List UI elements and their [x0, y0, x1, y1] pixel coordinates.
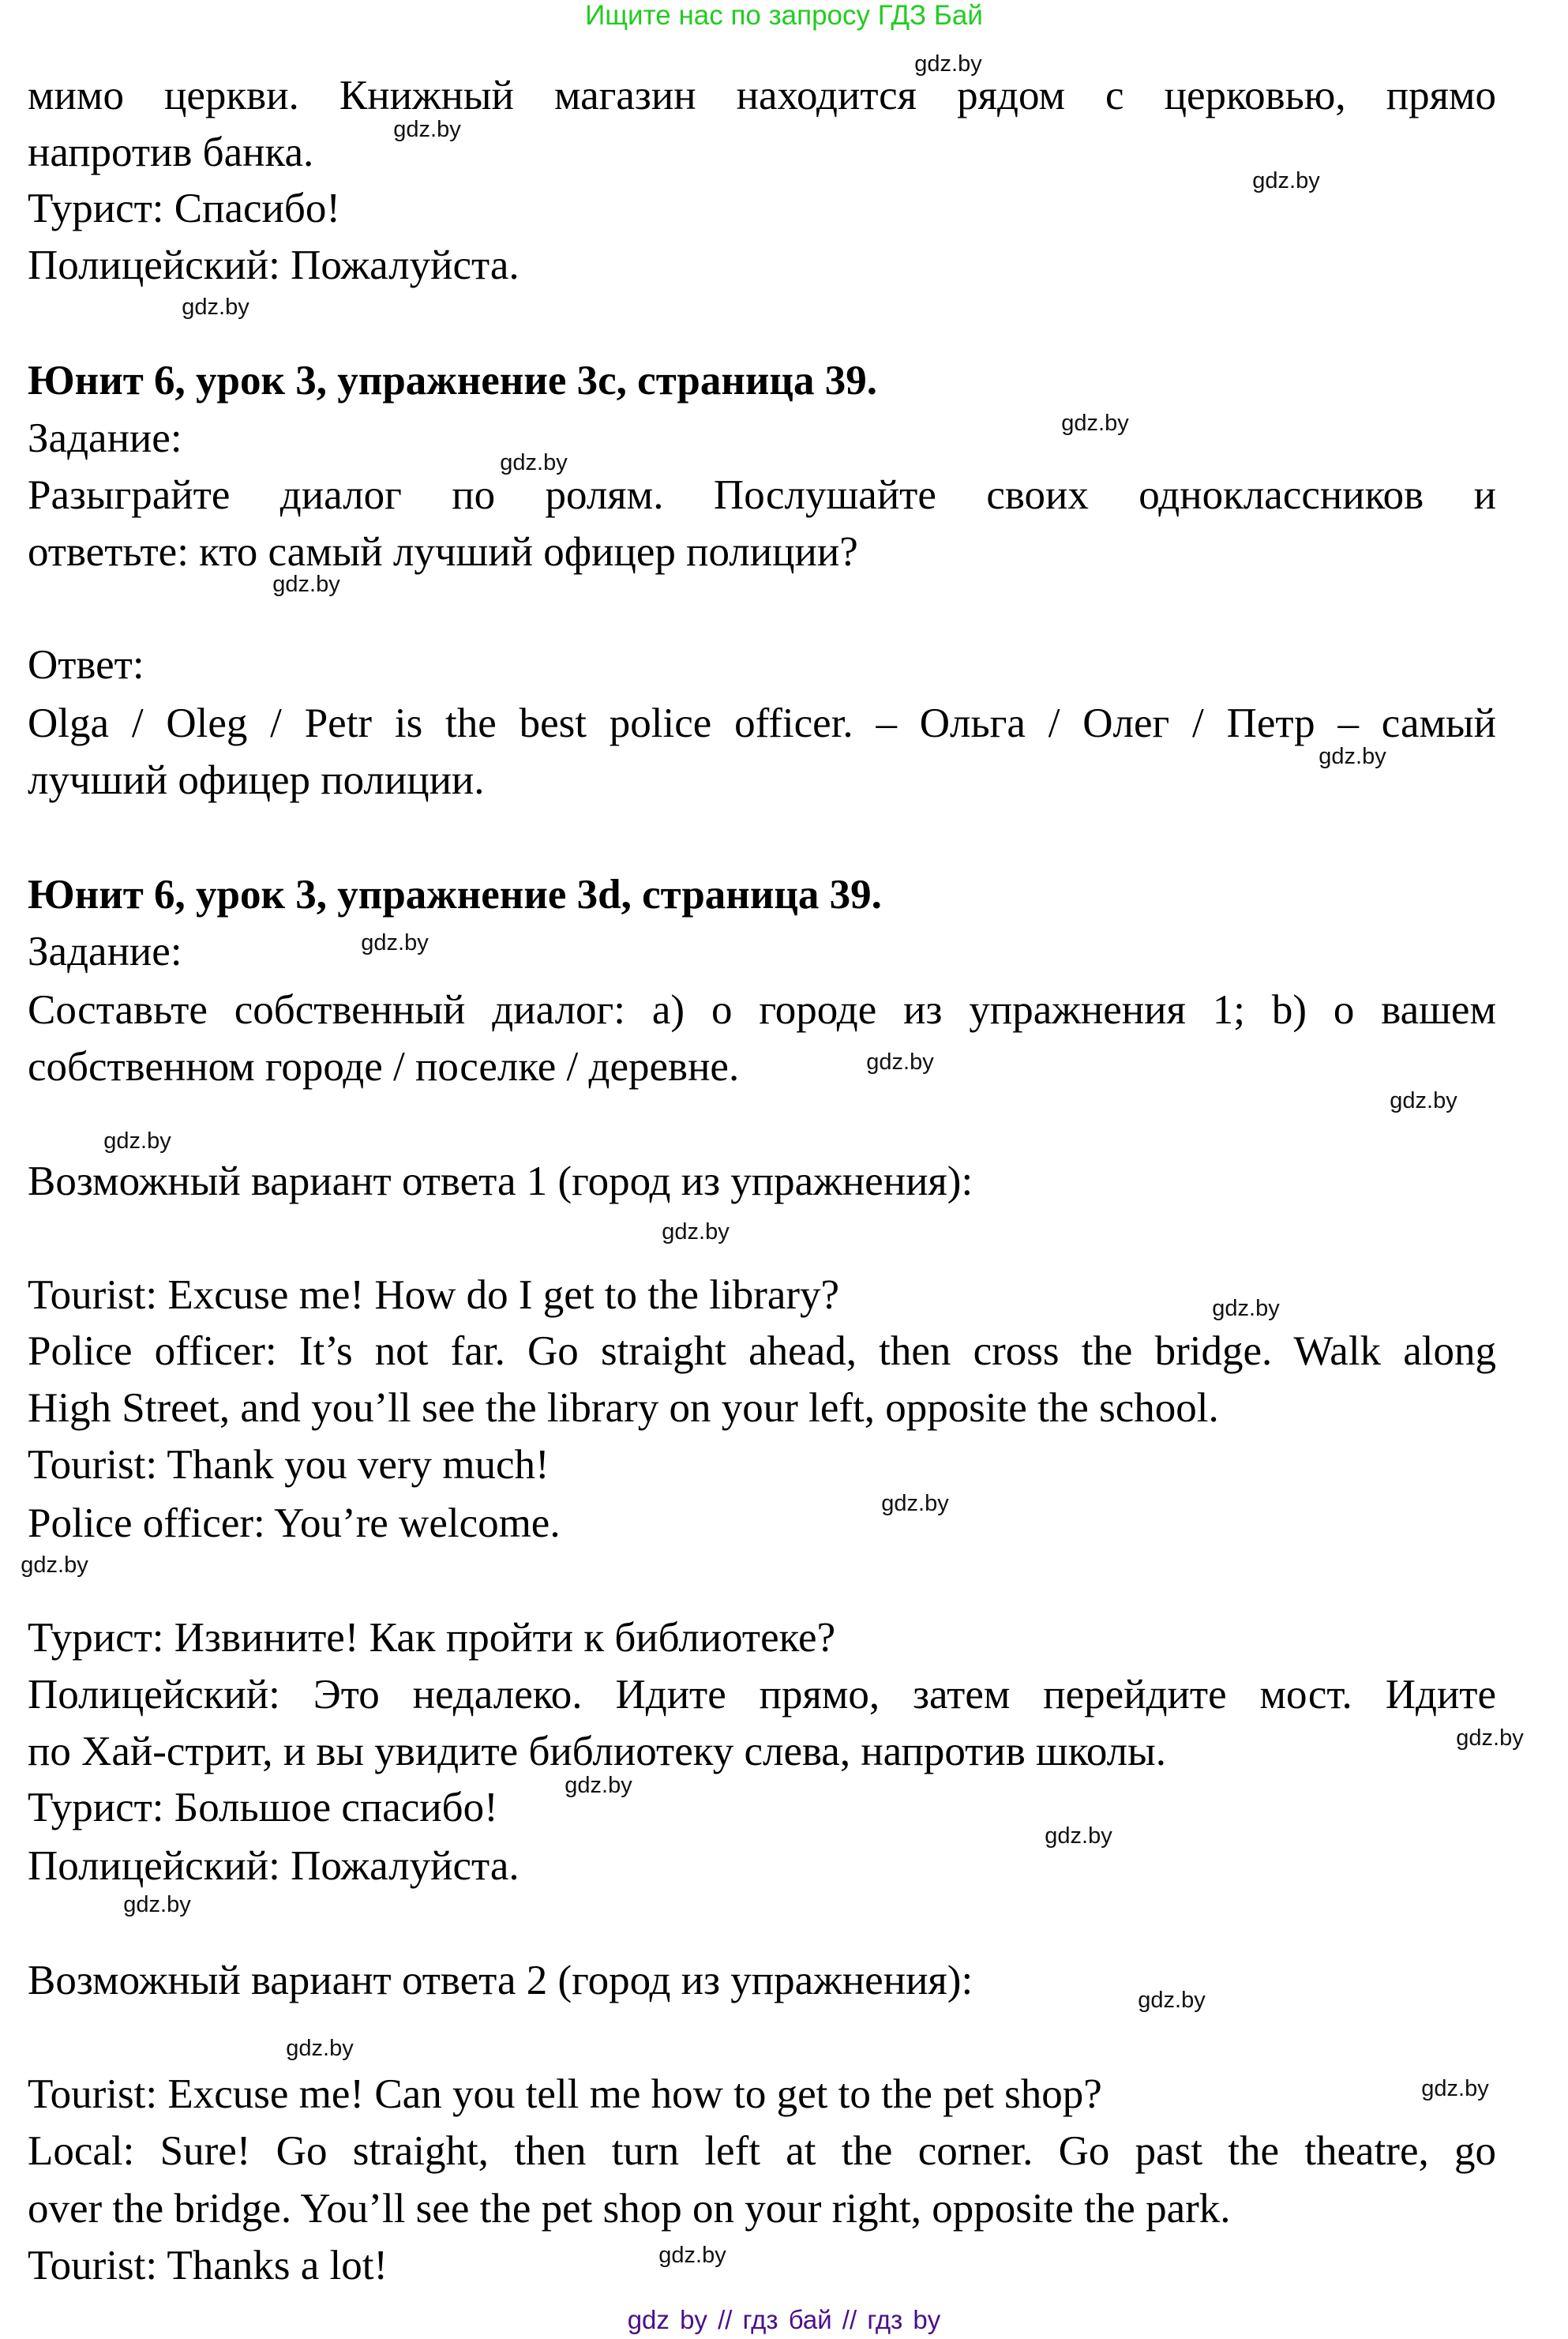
text-line: Olga / Oleg / Petr is the best police officer. – Ольга / Олег / Петр – самый — [28, 700, 1496, 746]
gdz-watermark: gdz.by — [1061, 411, 1129, 436]
gdz-watermark: gdz.by — [103, 1128, 171, 1154]
text-line: Tourist: Excuse me! How do I get to the library? — [28, 1272, 840, 1318]
gdz-watermark: gdz.by — [500, 450, 568, 475]
gdz-watermark: gdz.by — [1456, 1725, 1524, 1751]
text-line: по Хай-стрит, и вы увидите библиотеку слева, напротив школы. — [28, 1729, 1166, 1774]
gdz-watermark: gdz.by — [914, 51, 982, 77]
text-line: Задание: — [28, 415, 182, 461]
gdz-watermark: gdz.by — [881, 1491, 949, 1516]
text-line: Tourist: Thanks a lot! — [28, 2243, 388, 2288]
text-line: Полицейский: Это недалеко. Идите прямо, затем перейдите мост. Идите — [28, 1672, 1496, 1718]
text-line: Турист: Большое спасибо! — [28, 1785, 498, 1830]
text-line: напротив банка. — [28, 130, 314, 175]
gdz-watermark: gdz.by — [393, 117, 461, 142]
gdz-watermark: gdz.by — [1421, 2076, 1489, 2101]
text-line: over the bridge. You’ll see the pet shop on your right, opposite the park. — [28, 2186, 1231, 2232]
text-line: Tourist: Thank you very much! — [28, 1442, 550, 1488]
gdz-watermark: gdz.by — [565, 1773, 632, 1798]
gdz-watermark: gdz.by — [1138, 1988, 1206, 2013]
text-line: ответьте: кто самый лучший офицер полиции? — [28, 529, 858, 575]
gdz-watermark: gdz.by — [286, 2036, 354, 2061]
text-line: Разыграйте диалог по ролям. Послушайте своих одноклассников и — [28, 472, 1496, 518]
text-line: Ответ: — [28, 642, 144, 688]
gdz-watermark: gdz.by — [21, 1552, 88, 1578]
gdz-watermark: gdz.by — [182, 295, 249, 320]
gdz-watermark: gdz.by — [1212, 1296, 1280, 1321]
text-line: Турист: Спасибо! — [28, 186, 340, 231]
text-line: собственном городе / поселке / деревне. — [28, 1044, 740, 1090]
text-line: Полицейский: Пожалуйста. — [28, 1843, 520, 1889]
text-line: Tourist: Excuse me! Can you tell me how to get to the pet shop? — [28, 2071, 1102, 2117]
section-heading: Юнит 6, урок 3, упражнение 3d, страница 39. — [28, 872, 882, 918]
gdz-watermark: gdz.by — [1045, 1823, 1112, 1849]
gdz-watermark: gdz.by — [123, 1892, 191, 1917]
text-line: Полицейский: Пожалуйста. — [28, 242, 520, 288]
gdz-watermark: gdz.by — [1390, 1088, 1457, 1113]
text-line: Police officer: It’s not far. Go straight ahead, then cross the bridge. Walk along — [28, 1328, 1496, 1374]
search-banner: Ищите нас по запросу ГДЗ Бай — [585, 0, 983, 31]
text-line: Police officer: You’re welcome. — [28, 1500, 561, 1546]
gdz-watermark: gdz.by — [866, 1049, 934, 1075]
gdz-watermark: gdz.by — [658, 2243, 726, 2268]
gdz-watermark: gdz.by — [662, 1219, 730, 1245]
text-line: Возможный вариант ответа 1 (город из упражнения): — [28, 1158, 973, 1204]
footer-watermark: gdz by // гдз бай // гдз by — [627, 2305, 941, 2334]
text-line: Турист: Извините! Как пройти к библиотеке? — [28, 1615, 836, 1661]
text-line: Задание: — [28, 929, 182, 974]
text-line: мимо церкви. Книжный магазин находится рядом с церковью, прямо — [28, 73, 1496, 118]
section-heading: Юнит 6, урок 3, упражнение 3c, страница 39. — [28, 358, 877, 404]
gdz-watermark: gdz.by — [361, 930, 429, 955]
gdz-watermark: gdz.by — [1252, 168, 1320, 193]
text-line: Возможный вариант ответа 2 (город из упражнения): — [28, 1958, 973, 2003]
gdz-watermark: gdz.by — [272, 572, 340, 597]
gdz-watermark: gdz.by — [1319, 744, 1386, 769]
text-line: High Street, and you’ll see the library on your left, opposite the school. — [28, 1385, 1219, 1431]
text-line: Local: Sure! Go straight, then turn left at the corner. Go past the theatre, go — [28, 2128, 1496, 2174]
text-line: лучший офицер полиции. — [28, 757, 485, 803]
text-line: Составьте собственный диалог: a) о городе из упражнения 1; b) о вашем — [28, 987, 1496, 1033]
